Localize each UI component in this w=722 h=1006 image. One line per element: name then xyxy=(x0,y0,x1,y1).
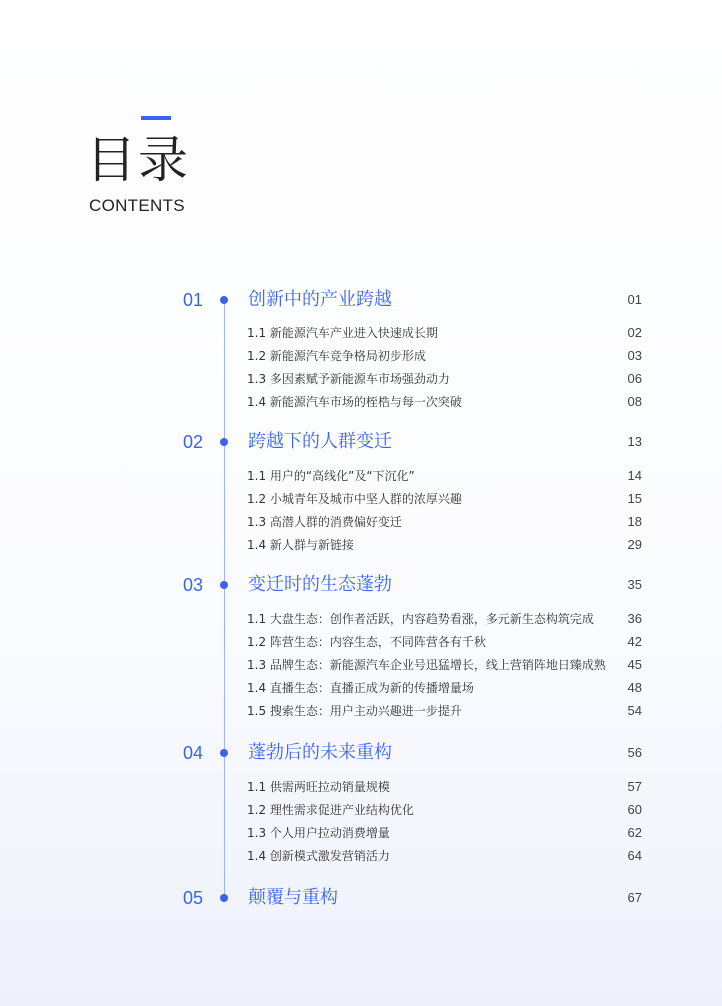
timeline-dot xyxy=(220,581,228,589)
chapter-page: 56 xyxy=(627,745,642,760)
chapter-title: 颠覆与重构 xyxy=(248,887,338,908)
toc-section-item[interactable] xyxy=(0,778,722,796)
toc-section-item[interactable] xyxy=(0,393,722,411)
toc-section-item[interactable] xyxy=(0,324,722,342)
section-title: 1.3 品牌生态：新能源汽车企业号迅猛增长，线上营销阵地日臻成熟 xyxy=(247,658,606,672)
chapter-page: 01 xyxy=(627,292,642,307)
toc-section-item[interactable] xyxy=(0,656,722,674)
section-page: 60 xyxy=(627,802,642,817)
section-page: 62 xyxy=(627,825,642,840)
toc-section-item[interactable] xyxy=(0,490,722,508)
toc-section-item[interactable] xyxy=(0,467,722,485)
timeline-dot xyxy=(220,894,228,902)
section-title: 1.3 个人用户拉动消费增量 xyxy=(247,826,390,840)
chapter-number: 03 xyxy=(183,575,204,595)
toc-section-item[interactable] xyxy=(0,347,722,365)
section-title: 1.1 新能源汽车产业进入快速成长期 xyxy=(247,326,438,340)
toc-section-item[interactable] xyxy=(0,824,722,842)
toc-section-item[interactable] xyxy=(0,847,722,865)
section-title: 1.1 供需两旺拉动销量规模 xyxy=(247,780,390,794)
chapter-page: 13 xyxy=(627,434,642,449)
section-page: 42 xyxy=(627,634,642,649)
section-page: 45 xyxy=(627,657,642,672)
section-page: 08 xyxy=(627,394,642,409)
section-page: 36 xyxy=(627,611,642,626)
timeline-dot xyxy=(220,296,228,304)
chapter-title: 跨越下的人群变迁 xyxy=(248,431,392,452)
section-page: 29 xyxy=(627,537,642,552)
title-accent-bar xyxy=(141,116,171,120)
section-page: 02 xyxy=(627,325,642,340)
section-page: 14 xyxy=(627,468,642,483)
timeline-dot xyxy=(220,438,228,446)
section-page: 57 xyxy=(627,779,642,794)
chapter-number: 05 xyxy=(183,888,204,908)
toc-section-item[interactable] xyxy=(0,801,722,819)
section-title: 1.4 创新模式激发营销活力 xyxy=(247,849,390,863)
section-page: 54 xyxy=(627,703,642,718)
toc-section-item[interactable] xyxy=(0,610,722,628)
chapter-number: 02 xyxy=(183,432,204,452)
section-title: 1.4 直播生态：直播正成为新的传播增量场 xyxy=(247,681,474,695)
section-title: 1.4 新能源汽车市场的桎梏与每一次突破 xyxy=(247,395,462,409)
section-page: 18 xyxy=(627,514,642,529)
section-title: 1.3 高潜人群的消费偏好变迁 xyxy=(247,515,402,529)
page-title: 目录 xyxy=(86,131,190,189)
section-page: 03 xyxy=(627,348,642,363)
section-page: 64 xyxy=(627,848,642,863)
section-title: 1.5 搜索生态：用户主动兴趣进一步提升 xyxy=(247,704,462,718)
toc-section-item[interactable] xyxy=(0,370,722,388)
section-title: 1.2 阵营生态：内容生态，不同阵营各有千秋 xyxy=(247,635,486,649)
chapter-number: 01 xyxy=(183,290,204,310)
chapter-title: 变迁时的生态蓬勃 xyxy=(248,574,392,595)
section-title: 1.1 用户的“高线化”及“下沉化” xyxy=(247,469,415,483)
toc-section-item[interactable] xyxy=(0,513,722,531)
section-title: 1.2 理性需求促进产业结构优化 xyxy=(247,803,414,817)
section-title: 1.4 新人群与新链接 xyxy=(247,538,354,552)
toc-section-item[interactable] xyxy=(0,633,722,651)
section-title: 1.1 大盘生态：创作者活跃，内容趋势看涨，多元新生态构筑完成 xyxy=(247,612,594,626)
section-page: 15 xyxy=(627,491,642,506)
toc-section-item[interactable] xyxy=(0,536,722,554)
chapter-title: 蓬勃后的未来重构 xyxy=(248,742,392,763)
section-title: 1.2 新能源汽车竞争格局初步形成 xyxy=(247,349,426,363)
page-subtitle: CONTENTS xyxy=(89,196,185,215)
chapter-number: 04 xyxy=(183,743,204,763)
toc-section-item[interactable] xyxy=(0,702,722,720)
section-title: 1.3 多因素赋予新能源车市场强劲动力 xyxy=(247,372,450,386)
section-title: 1.2 小城青年及城市中坚人群的浓厚兴趣 xyxy=(247,492,462,506)
section-page: 06 xyxy=(627,371,642,386)
chapter-title: 创新中的产业跨越 xyxy=(248,289,392,310)
section-page: 48 xyxy=(627,680,642,695)
chapter-page: 67 xyxy=(627,890,642,905)
timeline-dot xyxy=(220,749,228,757)
chapter-page: 35 xyxy=(627,577,642,592)
toc-section-item[interactable] xyxy=(0,679,722,697)
